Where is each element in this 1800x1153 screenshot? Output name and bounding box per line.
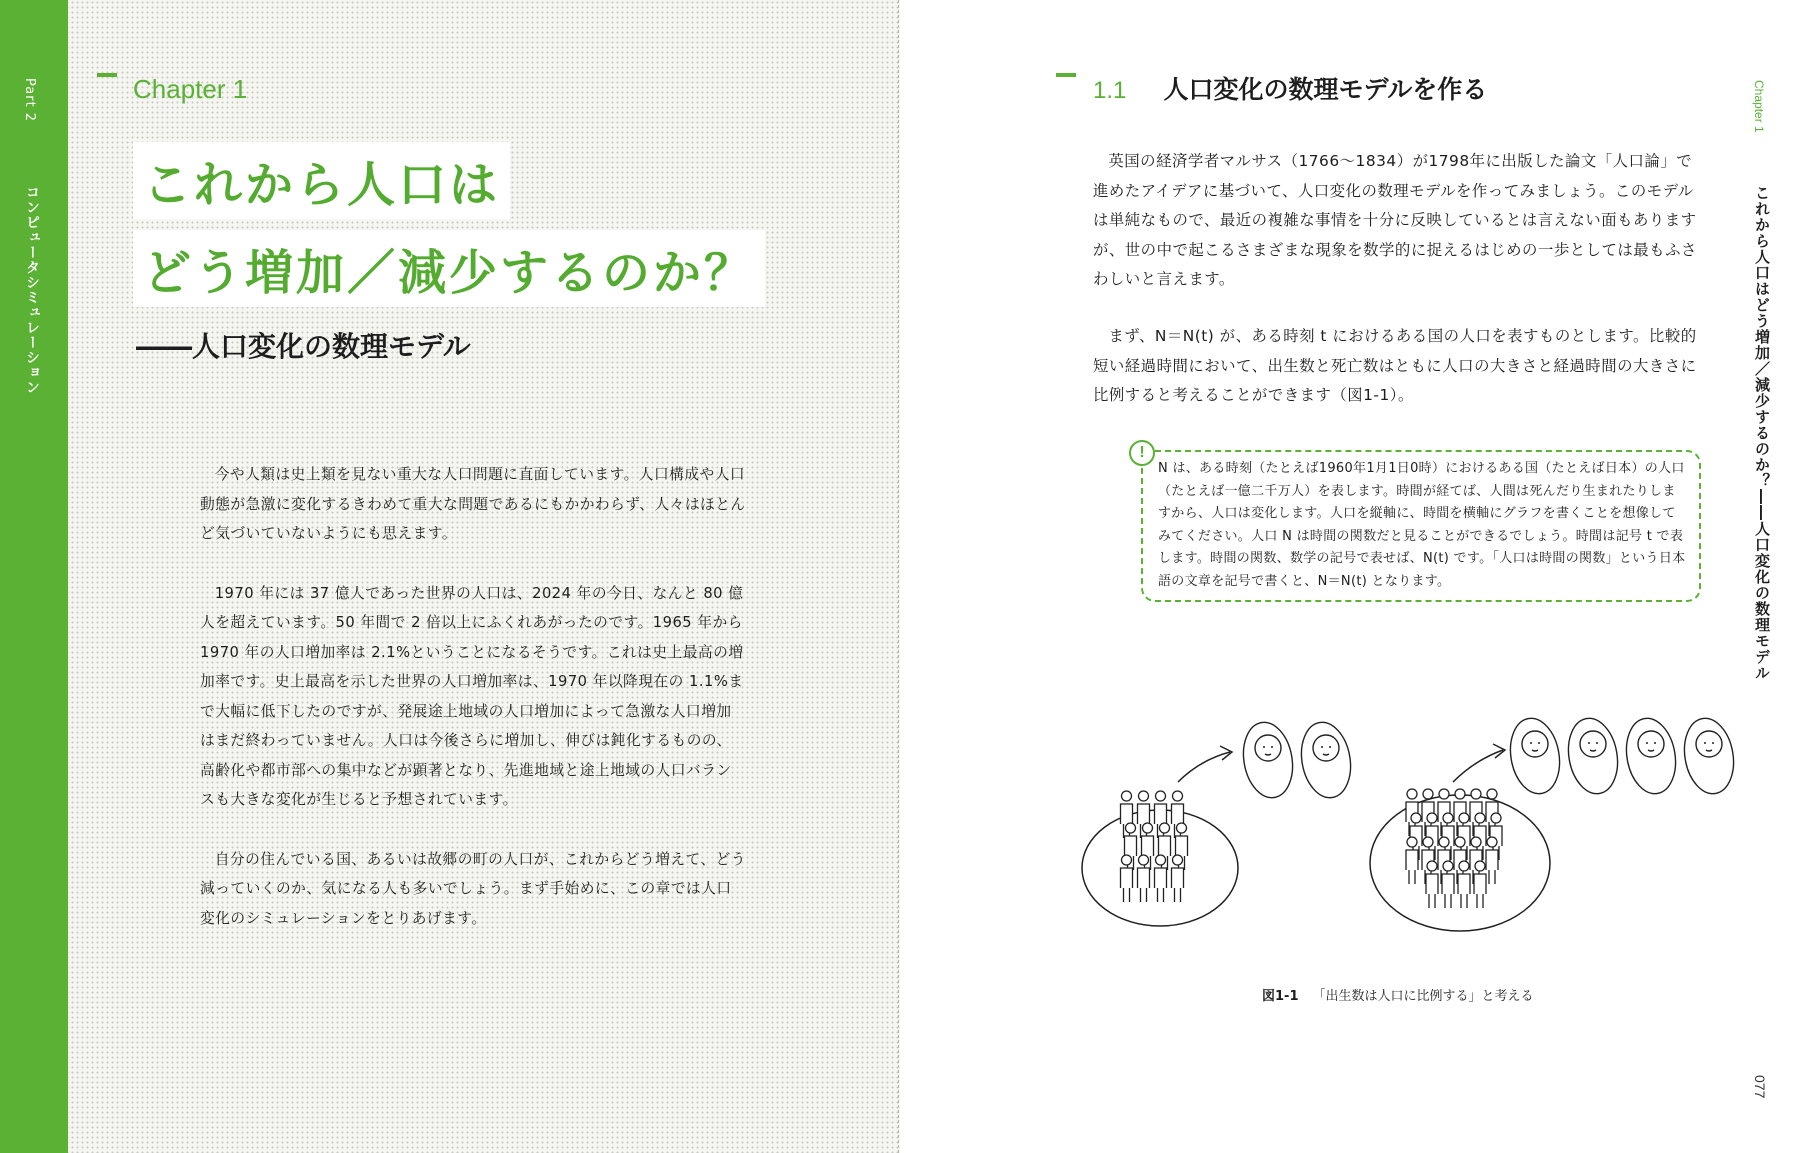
person-figure [1442,861,1454,908]
page-gutter [898,0,899,1153]
baby-figure [1679,714,1739,797]
left-side-running-title: コンピュータシミュレーション [24,185,40,395]
right-growth-arrow [1453,750,1503,782]
figure-caption [1262,985,1534,1004]
person-figure [1155,855,1167,902]
right-side-running-title: これから人口はどう増加／減少するのか？――人口変化の数理モデル [1753,185,1771,681]
baby-figure [1621,714,1681,797]
body-paragraph: 英国の経済学者マルサス（1766～1834）が1798年に出版した論文「人口論」で進めたアイデアに基づいて、人口変化の数理モデルを作ってみましょう。このモデルは単純なもので、最近の複雑な事情を十分に反映しているとは言えない面もありますが、世の中で起こるさまざまな現象を数学的に捉えるはじめの一歩としては最もふさわしいと言えます。 [1093,152,1697,288]
left-side-band [0,0,68,1153]
left-people-group [1121,791,1188,902]
person-figure [1458,861,1470,908]
body-paragraph: まず、N＝N(t) が、ある時刻 t におけるある国の人口を表すものとします。比較的短い経過時間において、出生数と死亡数はともに人口の大きさと経過時間の大きさに比例すると考えることができます（図1-1）。 [1093,327,1697,404]
baby-figure [1238,718,1298,801]
person-figure [1406,837,1418,884]
figure-population-illustration [1070,700,1750,960]
baby-figure [1505,714,1565,797]
left-babies-group [1238,718,1356,801]
person-figure [1486,837,1498,884]
person-figure [1138,855,1150,902]
person-figure [1121,855,1133,902]
note-text: N は、ある時刻（たとえば1960年1月1日0時）におけるある国（たとえば日本）の人口（たとえば一億二千万人）を表します。時間が経てば、人間は死んだり生まれたりしますから、人口は変化します。人口を縦軸に、時間を横軸にグラフを書くことを想像してみてください。人口 N は時間の関数だと見ることができるでしょう。時間は記号 t で表します。時間の関数、数学の記号で表せば、N(t) です。「人口は時間の関数」という日本語の文章を記号で書くと、N＝N(t) となります。 [1158,461,1686,589]
section-heading [1093,70,1487,106]
intro-paragraph: 今や人類は史上類を見ない重大な人口問題に直面しています。人口構成や人口動態が急激に変化するきわめて重大な問題であるにもかかわらず、人々はほとんど気づいていないようにも思えます。 [200,466,746,542]
section-number: 1.1 [1093,77,1127,104]
chapter-subtitle: ――人口変化の数理モデル [136,330,471,363]
right-side-part-label: Chapter 1 [1752,80,1766,133]
baby-figure [1296,718,1356,801]
right-people-group [1406,789,1502,908]
section-title: 人口変化の数理モデルを作る [1163,75,1488,104]
page-number: 077 [1752,1075,1768,1099]
body-block-1 [1093,147,1705,295]
baby-figure [1563,714,1623,797]
figure-caption-text: 「出生数は人口に比例する」と考える [1312,989,1534,1004]
figure-number: 図1-1 [1262,989,1299,1004]
left-growth-arrow [1178,752,1230,782]
chapter-accent-dash [97,73,117,77]
person-figure [1172,855,1184,902]
chapter-label: Chapter 1 [133,74,248,104]
chapter-intro [200,460,746,963]
exclamation-icon: ! [1129,440,1155,466]
person-figure [1426,861,1438,908]
intro-paragraph: 自分の住んでいる国、あるいは故郷の町の人口が、これからどう増えて、どう減っていくのか、気になる人も多いでしょう。まず手始めに、この章では人口変化のシミュレーションをとりあげます。 [200,850,746,927]
intro-paragraph: 1970 年には 37 億人であった世界の人口は、2024 年の今日、なんと 80 億人を超えています。50 年間で 2 倍以上にふくれあがったのです。1965 年から 1970 年の人口増加率は 2.1%ということになるそうです。これは史上最高の増加率です。史上最高を示した世界の人口増加率は、1970 年以降現在の 1.1%まで大幅に低下したのですが、発展途上地域の人口増加によって急激な人口増加はまだ終わっていません。人口は今後さらに増加し、伸びは鈍化するものの、高齢化や都市部への集中などが顕著となり、先進地域と途上地域の人口バランスも大きな変化が生じると予想されています。 [200,584,744,808]
right-babies-group [1505,714,1739,797]
left-side-part-label: Part 2 [22,78,37,123]
chapter-title-line2: どう増加／減少するのか？ [133,230,765,307]
body-block-2 [1093,322,1705,411]
person-figure [1474,861,1486,908]
section-accent-dash [1056,73,1076,77]
chapter-title-line1: これから人口は [133,142,510,219]
